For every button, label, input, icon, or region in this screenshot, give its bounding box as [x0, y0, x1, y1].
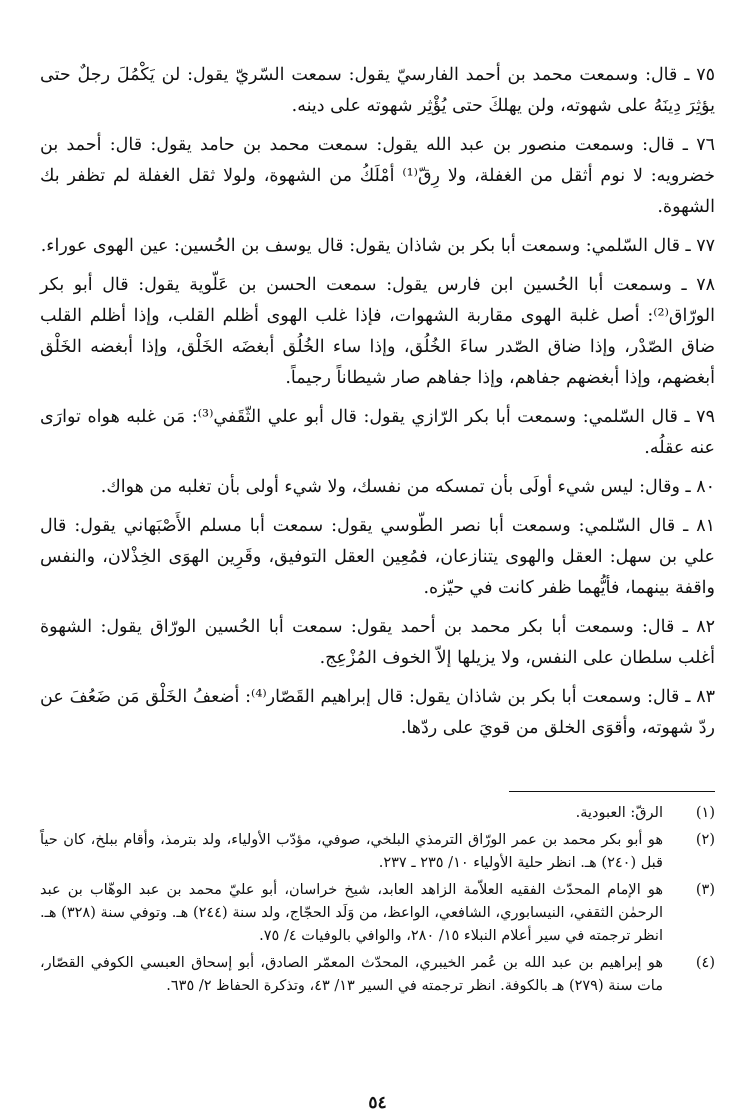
paragraph-75: ٧٥ ـ قال: وسمعت محمد بن أحمد الفارسيّ يقول: سمعت السّريّ يقول: لن يَكْمُلَ رجلٌ حتى يؤثِرَ دِينَهُ على شهوته، ولن يهلكَ حتى يُؤْثِر شهوته على دينه. — [40, 65, 715, 116]
footnote-text: هو الإمام المحدّث الفقيه العلاّمة الزاهد العابد، شيخ خراسان، أبو عليّ محمد بن عبد الوهّاب بن عبد الرحمٰن الثقفي، النيسابوري، الشافعي، الواعظ، من وَلَد الحجّاج، ولد سنة (٢٤٤) هـ. وتوفي سنة (٣٢٨) هـ. انظر ترجمته في سير أعلام النبلاء ١٥/ ٢٨٠، والوافي بالوفيات ٤/ ٧٥. — [40, 882, 663, 944]
book-page — [40, 60, 715, 1113]
paragraph-78: ٧٨ ـ وسمعت أبا الحُسين ابن فارس يقول: سمعت الحسن بن عَلّوية يقول: قال أبو بكر الورّاق⁽²⁾: أصل غلبة الهوى مقاربة الشهوات، فإذا غلب الهوى أظلم القلب، وإذا أظلم القلب ضاق الصّدْر، وإذا ضاق الصّدر ساءَ الخُلُق، وإذا ساء الخُلُق أبغضَه الخَلْق، وإذا أبغضه الخَلْق أبغضهم، وإذا أبغضهم جفاهم، وإذا جفاهم صار شيطاناً رجيماً. — [40, 275, 715, 388]
footnotes — [40, 802, 715, 1002]
paragraph-80: ٨٠ ـ وقال: ليس شيء أولَى بأن تمسكه من نفسك، ولا شيء أولى بأن تغلبه من هواك. — [100, 477, 715, 497]
footnote-mark: (٢) — [695, 832, 715, 848]
footnote-mark: (١) — [695, 805, 715, 821]
paragraph-79: ٧٩ ـ قال السّلمي: وسمعت أبا بكر الرّازي يقول: قال أبو علي الثّقَفي⁽³⁾: مَن غلبه هواه توارَى عنه عقلُه. — [40, 407, 715, 458]
footnote-4 — [40, 952, 715, 998]
footnote-text: هو أبو بكر محمد بن عمر الورّاق الترمذي البلخي، صوفي، مؤدّب الأولياء، ولد بترمذ، وأقام ببلخ، كان حياً قبل (٢٤٠) هـ. انظر حلية الأولياء ١٠/ ٢٣٥ ـ ٢٣٧. — [40, 832, 663, 871]
footnote-text: الرقّ: العبودية. — [575, 805, 663, 821]
page-number: ٥٤ — [368, 1093, 387, 1113]
footnote-mark: (٤) — [695, 955, 715, 971]
footnote-3 — [40, 879, 715, 948]
footnote-2 — [40, 829, 715, 875]
main-text — [40, 60, 715, 744]
paragraph-82: ٨٢ ـ قال: وسمعت أبا بكر محمد بن أحمد يقول: سمعت أبا الحُسين الورّاق يقول: الشهوة أغلب سلطان على النفس، ولا يزيلها إلاّ الخوف المُزْعِج. — [40, 617, 715, 668]
paragraph-77: ٧٧ ـ قال السّلمي: وسمعت أبا بكر بن شاذان يقول: قال يوسف بن الحُسين: عين الهوى عوراء. — [40, 236, 715, 256]
paragraph-76: ٧٦ ـ قال: وسمعت منصور بن عبد الله يقول: سمعت محمد بن حامد يقول: قال: أحمد بن خضرويه: لا نوم أثقل من الغفلة، ولا رِقّ⁽¹⁾ أمْلَكُ من الشهوة، ولولا ثقل الغفلة لم تظفر بك الشهوة. — [40, 135, 715, 217]
footnote-mark: (٣) — [695, 882, 715, 898]
footnote-separator — [509, 791, 715, 792]
footnote-1 — [40, 802, 715, 825]
paragraph-81: ٨١ ـ قال السّلمي: وسمعت أبا نصر الطّوسي يقول: سمعت أبا مسلم الأَصْبَهاني يقول: قال علي بن سهل: العقل والهوى يتنازعان، فمُعِين العقل التوفيق، وقَرِين الهوَى الخِذْلان، والنفس واقفة بينهما، فأيُّهما ظفر كانت في حيّزه. — [40, 516, 715, 598]
footnote-text: هو إبراهيم بن عبد الله بن عُمر الخيبري، المحدّث المعمّر الصادق، أبو إسحاق العبسي الكوفي القصّار، مات سنة (٢٧٩) هـ بالكوفة. انظر ترجمته في السير ١٣/ ٤٣، وتذكرة الحفاظ ٢/ ٦٣٥. — [40, 955, 663, 994]
paragraph-83: ٨٣ ـ قال: وسمعت أبا بكر بن شاذان يقول: قال إبراهيم القَصّار⁽⁴⁾: أضعفُ الخَلْق مَن ضَعُفَ عن ردّ شهوته، وأقوَى الخلق من قويَ على ردّها. — [40, 687, 715, 738]
